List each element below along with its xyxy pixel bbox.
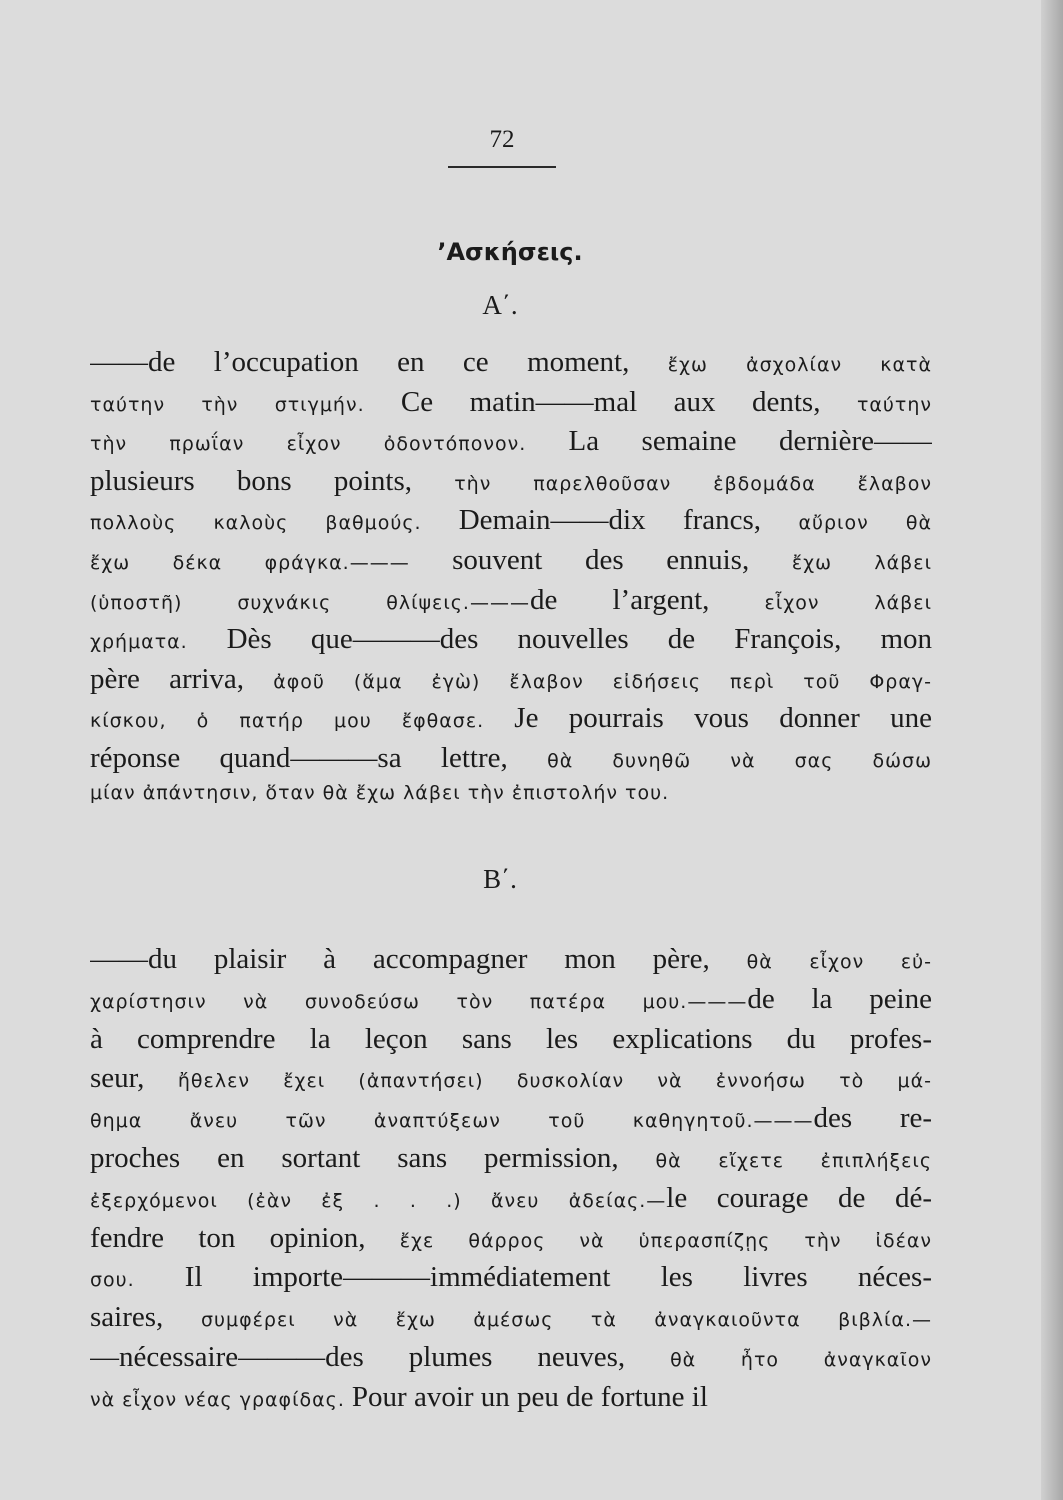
- text-line: [90, 584, 932, 624]
- greek-text: ταύτην: [856, 393, 932, 416]
- greek-text: εἶχον λάβει: [764, 591, 932, 614]
- greek-text: ἀφοῦ (ἅμα ἐγὼ) ἔλαβον εἰδήσεις περὶ τοῦ Φραγ-: [273, 670, 932, 693]
- french-text: ——du plaisir à accompagner mon père,: [90, 943, 747, 975]
- text-line: [90, 1381, 932, 1421]
- greek-text: ἔχω λάβει: [791, 552, 932, 574]
- greek-text: σου.: [90, 1269, 185, 1292]
- text-line: [90, 1261, 932, 1301]
- text-line: [90, 742, 932, 782]
- greek-text: ἔχω δέκα φράγκα.———: [90, 552, 453, 574]
- french-text: père arriva,: [90, 662, 274, 695]
- greek-text: νὰ εἶχον νέας γραφίδας.: [90, 1388, 352, 1411]
- greek-text: τὴν παρελθοῦσαν ἑβδομάδα ἔλαβον: [454, 472, 932, 495]
- french-text: proches en sortant sans permission,: [90, 1142, 656, 1174]
- text-line: [90, 1142, 932, 1182]
- greek-text: συμφέρει νὰ ἔχω ἀμέσως τὰ ἀναγκαιοῦντα βιβλία.—: [200, 1309, 932, 1332]
- text-line: [90, 1341, 932, 1381]
- text-line: [90, 346, 932, 386]
- greek-text: θὰ ἦτο ἀναγκαῖον: [670, 1349, 932, 1371]
- exercise-b-heading: B΄.: [483, 864, 517, 894]
- text-line: [90, 465, 932, 505]
- french-text: ——de l’occupation en ce moment,: [90, 346, 668, 378]
- french-text: Il importe———immédiatement les livres néces-: [184, 1261, 932, 1294]
- greek-text: κίσκου, ὁ πατήρ μου ἔφθασε.: [90, 710, 515, 733]
- french-text: de la peine: [747, 982, 932, 1015]
- greek-text: πολλοὺς καλοὺς βαθμούς.: [90, 512, 459, 535]
- greek-text: αὔριον θὰ: [798, 512, 932, 535]
- exercise-a-heading: A΄.: [482, 290, 518, 320]
- french-text: des re-: [813, 1102, 932, 1135]
- text-line: [90, 983, 932, 1023]
- text-line: [90, 425, 932, 465]
- french-text: de l’argent,: [529, 583, 765, 616]
- greek-text: θὰ εἶχον εὐ-: [746, 951, 932, 973]
- french-text: réponse quand———sa lettre,: [90, 742, 548, 774]
- french-text: à comprendre la leçon sans les explications du profes-: [90, 1022, 932, 1055]
- french-text: souvent des ennuis,: [452, 544, 792, 576]
- text-line: [90, 1023, 932, 1063]
- text-line: [90, 1182, 932, 1222]
- page-edge-shadow: [1041, 0, 1063, 1500]
- french-text: saires,: [90, 1301, 201, 1334]
- text-line: [90, 1062, 932, 1102]
- french-text: Je pourrais vous donner une: [514, 702, 932, 735]
- section-title: ’Ασκήσεις.: [437, 238, 583, 266]
- text-line: [90, 504, 932, 544]
- page-number: 72: [489, 126, 515, 153]
- greek-text: χρήματα.: [90, 631, 227, 654]
- french-text: Ce matin——mal aux dents,: [400, 385, 857, 418]
- greek-text: ταύτην τὴν στιγμήν.: [90, 393, 401, 416]
- french-text: La semaine dernière——: [568, 425, 932, 458]
- text-line: [90, 702, 932, 742]
- greek-text: ἔχω ἀσχολίαν κατὰ: [667, 354, 932, 376]
- greek-text: ἔχε θάρρος νὰ ὑπερασπίζῃς τὴν ἰδέαν: [399, 1229, 932, 1252]
- text-line: [90, 663, 932, 703]
- text-line: [90, 943, 932, 983]
- french-text: Pour avoir un peu de fortune il: [351, 1380, 708, 1413]
- french-text: seur,: [90, 1062, 178, 1095]
- greek-text: ἐξερχόμενοι (ἐὰν ἐξ . . .) ἄνευ ἀδείας.—: [90, 1189, 667, 1212]
- french-text: Demain——dix francs,: [458, 504, 799, 537]
- french-text: Dès que———des nouvelles de François, mon: [226, 623, 932, 656]
- greek-text: (ὑποστῆ) συχνάκις θλίψεις.———: [90, 591, 530, 614]
- text-line: [90, 1102, 932, 1142]
- page-number-rule: [448, 166, 556, 168]
- text-line: [90, 1301, 932, 1341]
- greek-text: θημα ἄνευ τῶν ἀναπτύξεων τοῦ καθηγητοῦ.———: [90, 1110, 814, 1133]
- greek-text: θὰ εἴχετε ἐπιπλήξεις: [655, 1150, 932, 1172]
- french-text: fendre ton opinion,: [90, 1221, 400, 1254]
- text-line: [90, 1222, 932, 1262]
- greek-text: μίαν ἀπάντησιν, ὅταν θὰ ἔχω λάβει τὴν ἐπιστολήν του.: [90, 781, 670, 804]
- french-text: le courage de dé-: [666, 1181, 932, 1214]
- greek-text: ἤθελεν ἔχει (ἀπαντήσει) δυσκολίαν νὰ ἐννοήσω τὸ μά-: [177, 1070, 932, 1093]
- greek-text: χαρίστησιν νὰ συνοδεύσω τὸν πατέρα μου.———: [90, 990, 748, 1013]
- text-line: [90, 544, 932, 584]
- text-line: [90, 386, 932, 426]
- text-line: [90, 623, 932, 663]
- french-text: —nécessaire———des plumes neuves,: [90, 1341, 671, 1373]
- french-text: plusieurs bons points,: [90, 464, 455, 497]
- greek-text: τὴν πρωΐαν εἶχον ὀδοντόπονον.: [90, 433, 569, 456]
- text-line: [90, 782, 932, 822]
- greek-text: θὰ δυνηθῶ νὰ σας δώσω: [547, 750, 932, 772]
